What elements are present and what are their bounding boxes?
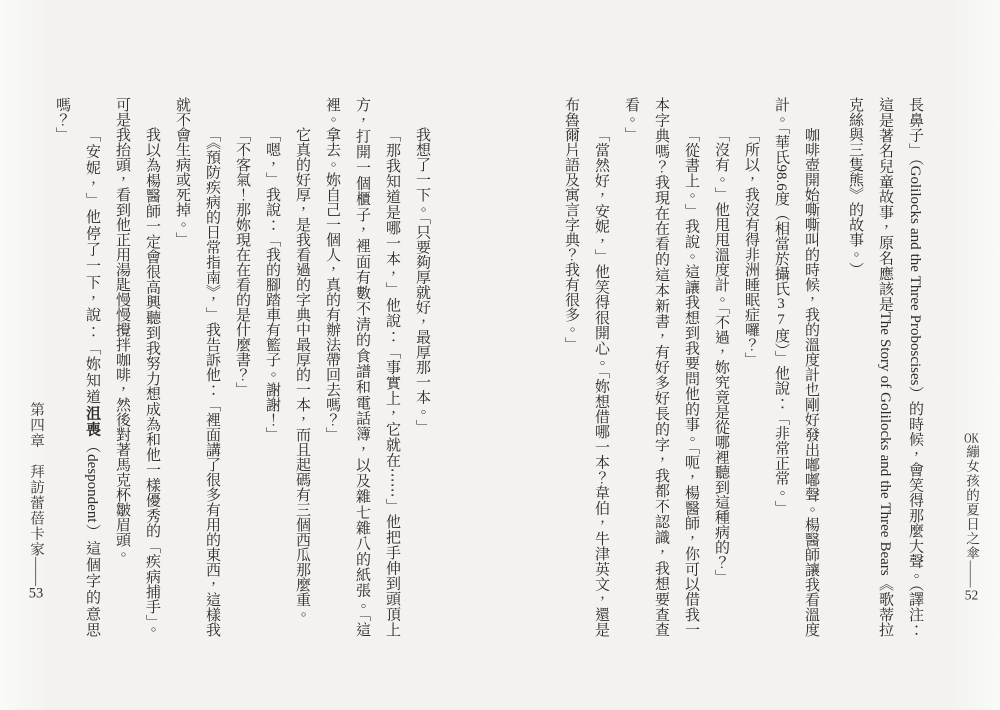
page-52-text-block	[556, 97, 930, 637]
page-53-text-block	[47, 97, 437, 637]
paragraph: 「從書上。」我說。這讓我想到我要問他的事。「呃，楊醫師，你可以借我一本字典嗎？我現在在看的這本新書，有好多好長的字，我都不認識，我想要查查看。」	[623, 97, 699, 637]
paragraph: 我以為楊醫師一定會很高興聽到我努力想成為和他一樣優秀的「疾病捕手」。可是我抬頭，看到他正用湯匙慢慢攪拌咖啡，然後對著馬克杯皺眉頭。	[114, 97, 160, 637]
paragraph: 「沒有。」他甩甩溫度計。「不過，妳究竟是從哪裡聽到這種病的？」	[713, 127, 729, 585]
paragraph-segment: （despondent）這個字的意思嗎？」	[54, 97, 100, 637]
paragraph: 「《預防疾病的日常指南》，」我告訴他：「裡面講了很多有用的東西，這樣我就不會生病或死掉。」	[174, 97, 220, 637]
running-head-dash: ——	[964, 560, 979, 588]
paragraph: 「嗯，」我說：「我的腳踏車有籃子。謝謝！」	[264, 127, 280, 442]
paragraph: 「當然好，安妮，」他笑得很開心。「妳想借哪一本？韋伯，牛津英文，還是布魯爾片語及寓言字典？我有很多。」	[563, 97, 609, 637]
paragraph: 「那我知道是哪一本，」他說：「事實上，它就在⋯⋯」他把手伸到頭頂上方，打開一個櫃子，裡面有數不清的食譜和電話簿，以及雜七雜八的紙張。「這裡。拿去。妳自己一個人，真的有辦法帶回去嗎？」	[324, 97, 400, 637]
paragraph	[47, 97, 107, 637]
paragraph-segment: 「安妮，」他停了一下，說：「妳知道	[84, 127, 100, 406]
book-title-latin-prefix: OK	[964, 431, 979, 445]
paragraph: 我想了一下。「只要夠厚就好，最厚那一本。」	[414, 127, 430, 435]
paragraph-translator-note: 長鼻子」（Golilocks and the Three Proboscises）的時候，會笑得那麼大聲。（譯注：這是著名兒童故事，原名應該是The Story of Golilocks and the Three Bears《歌蒂拉克絲與三隻熊》的故事。）	[847, 97, 923, 637]
page-number-53: 53	[28, 586, 44, 601]
chapter-spacer	[28, 449, 44, 465]
book-title: 繃女孩的夏日之傘	[964, 444, 979, 561]
running-foot-left	[27, 402, 43, 601]
running-foot-dash: ——	[27, 557, 44, 586]
running-head-right	[963, 431, 978, 601]
chapter-title: 拜訪蕾蓓卡家	[27, 464, 44, 557]
paragraph: 「所以，我沒有得非洲睡眠症囉？」	[743, 127, 759, 367]
paragraph: 「不客氣！那妳現在在看的是什麼書？」	[234, 127, 250, 397]
page-number-52: 52	[964, 587, 979, 601]
chapter-number: 第四章	[27, 402, 44, 449]
paragraph-segment: 咖啡壺開始嘶嘶叫的時候，我的溫度計也剛好發出嘟嘟聲。楊醫師讓我看溫度計。「華氏98.6度（相當於攝氏	[773, 97, 819, 637]
celsius-number: 37	[773, 295, 789, 328]
paragraph	[766, 97, 826, 637]
emphasized-word: 沮喪	[84, 405, 100, 438]
paragraph-segment: 度）」他說：「非常正常。」	[773, 327, 789, 516]
paragraph: 它真的好厚，是我看過的字典中最厚的一本，而且起碼有三個西瓜那麼重。	[294, 127, 310, 622]
